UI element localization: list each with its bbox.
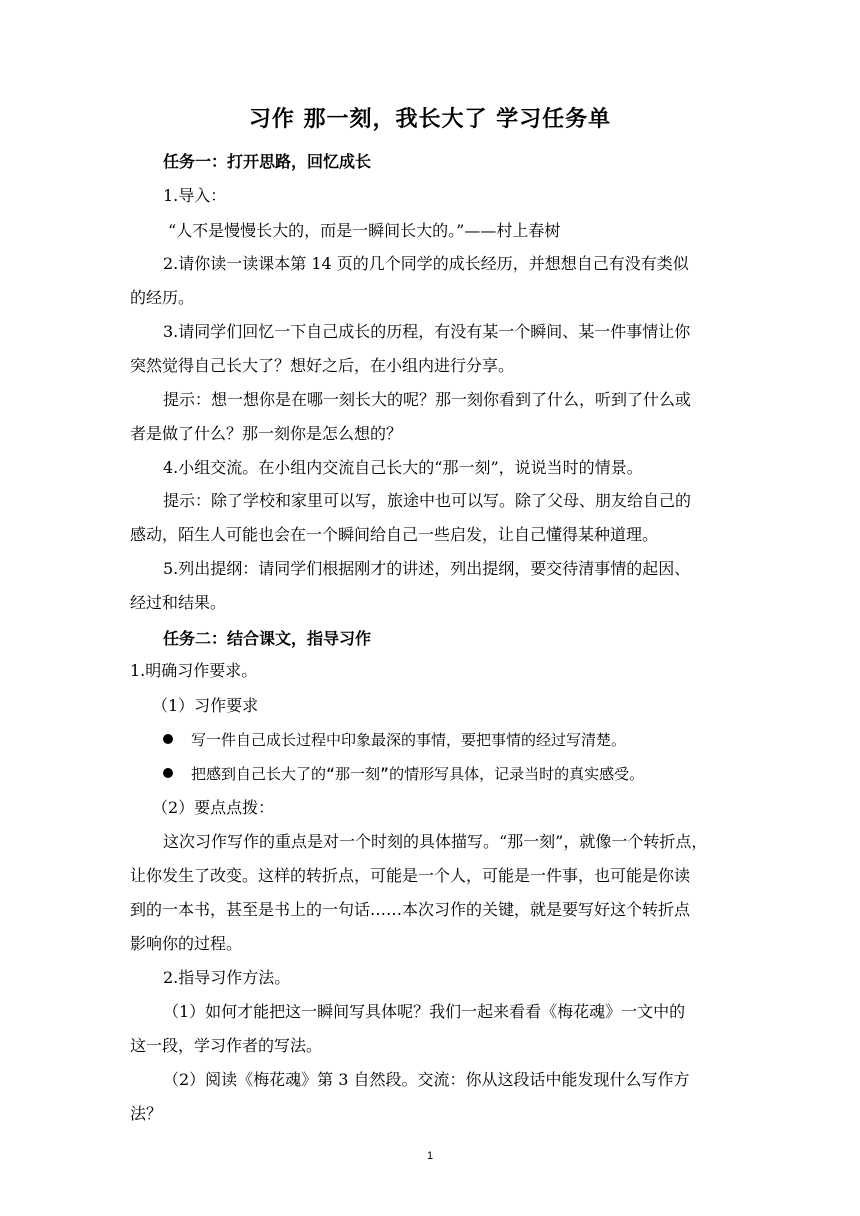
task2-para3-line2: 法？ [130,1104,163,1123]
task1-item4: 4.小组交流。在小组内交流自己长大的“那一刻”，说说当时的情景。 [163,458,643,477]
task2-para1-line1: 这次习作写作的重点是对一个时刻的具体描写。“那一刻”，就像一个转折点， [163,832,708,851]
task2-para1-line2: 让你发生了改变。这样的转折点，可能是一个人，可能是一件事，也可能是你读 [130,866,691,885]
bullet-item-1 [163,728,626,752]
task1-hint2-line2: 感动，陌生人可能也会在一个瞬间给自己一些启发，让自己懂得某种道理。 [130,525,659,544]
bullet-text: 写一件自己成长过程中印象最深的事情，要把事情的经过写清楚。 [191,731,627,749]
task2-tips-label: （2）要点点拨： [152,798,275,817]
task1-hint1-line2: 者是做了什么？那一刻你是怎么想的？ [130,424,403,443]
task1-hint2-line1: 提示：除了学校和家里可以写，旅途中也可以写。除了父母、朋友给自己的 [163,491,692,510]
task2-requirements-label: （1）习作要求 [152,696,259,715]
task2-para1-line3: 到的一本书，甚至是书上的一句话……本次习作的关键，就是要写好这个转折点 [130,900,691,919]
bullet-dot-icon [163,768,173,778]
task1-item2-line2: 的经历。 [130,288,195,307]
task2-para2-line1: （1）如何才能把这一瞬间写具体呢？我们一起来看看《梅花魂》一文中的 [163,1002,686,1021]
task2-heading: 任务二：结合课文，指导习作 [163,629,372,648]
task1-heading: 任务一：打开思路，回忆成长 [163,152,372,171]
task1-item3-line1: 3.请同学们回忆一下自己成长的历程，有没有某一个瞬间、某一件事情让你 [163,322,691,341]
task2-item1: 1.明确习作要求。 [130,661,258,680]
task1-item2-line1: 2.请你读一读课本第 14 页的几个同学的成长经历，并想想自己有没有类似 [163,254,689,273]
task2-para2-line2: 这一段，学习作者的写法。 [130,1036,323,1055]
task1-hint1-line1: 提示：想一想你是在哪一刻长大的呢？那一刻你看到了什么，听到了什么或 [163,390,692,409]
page-title: 习作 那一刻，我长大了 学习任务单 [248,107,612,132]
bullet-dot-icon [163,734,173,744]
task1-item3-line2: 突然觉得自己长大了？想好之后，在小组内进行分享。 [130,356,515,375]
bullet-text: 把感到自己长大了的“那一刻”的情形写具体，记录当时的真实感受。 [191,765,645,783]
task2-para1-line4: 影响你的过程。 [130,934,243,953]
task1-line-intro: 1.导入： [163,186,227,205]
task2-para3-line1: （2）阅读《梅花魂》第 3 自然段。交流：你从这段话中能发现什么写作方 [163,1070,690,1089]
bullet-item-2 [163,762,644,786]
page-number: 1 [426,1150,434,1162]
task1-item5-line2: 经过和结果。 [130,593,227,612]
task1-quote: “人不是慢慢长大的，而是一瞬间长大的。”——村上春树 [168,221,561,240]
task2-item2: 2.指导习作方法。 [163,968,291,987]
task1-item5-line1: 5.列出提纲：请同学们根据刚才的讲述，列出提纲，要交待清事情的起因、 [163,559,691,578]
